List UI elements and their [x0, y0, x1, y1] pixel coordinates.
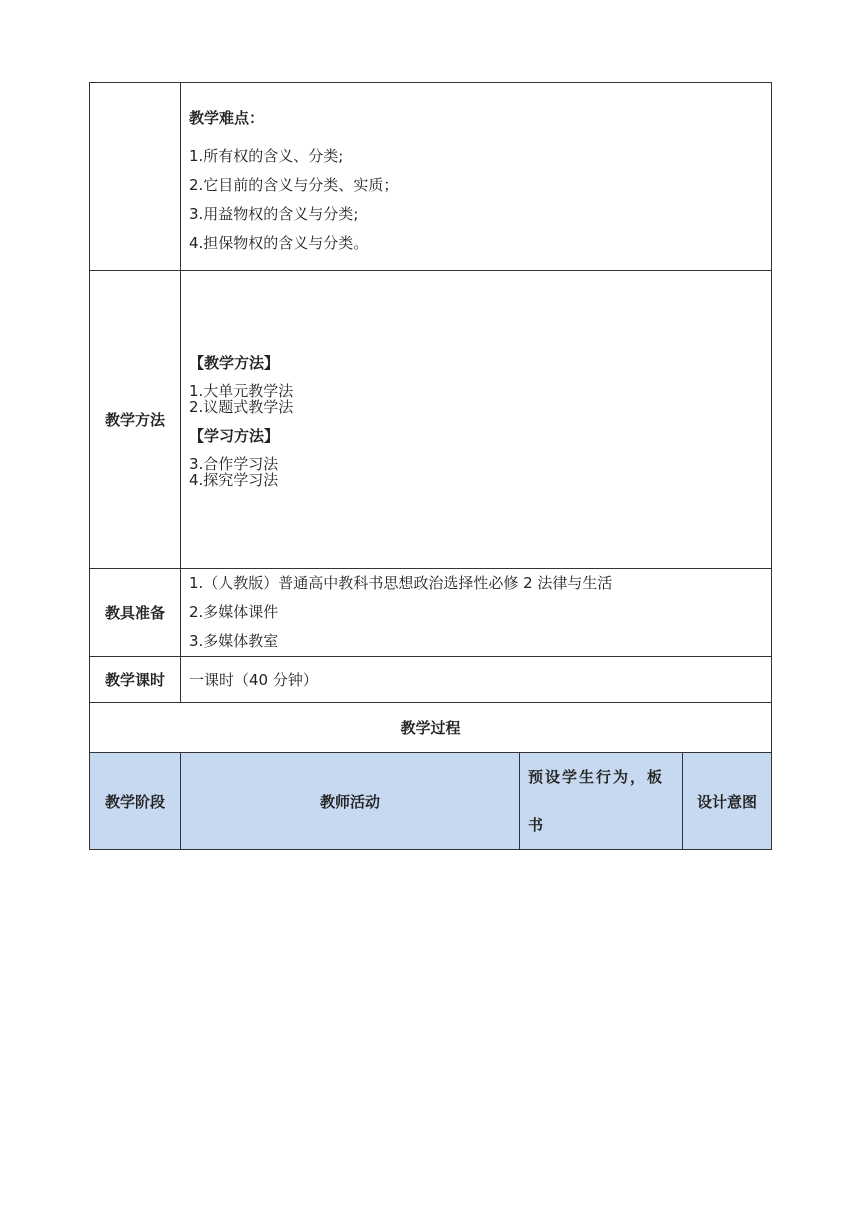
teaching-method-item: 1.大单元教学法 — [189, 381, 294, 400]
tool-item: 2.多媒体课件 — [189, 603, 279, 621]
tool-item: 3.多媒体教室 — [189, 632, 279, 650]
tool-item: 1.（人教版）普通高中教科书思想政治选择性必修 2 法律与生活 — [189, 574, 613, 592]
difficulties-heading: 教学难点： — [189, 109, 265, 127]
learning-method-item: 4.探究学习法 — [189, 470, 279, 489]
column-header-student — [520, 753, 683, 850]
process-title: 教学过程 — [90, 703, 772, 753]
difficulty-item: 1.所有权的含义、分类; — [189, 147, 344, 165]
tools-label: 教具准备 — [90, 569, 181, 657]
hours-row — [90, 657, 772, 703]
column-header-student-line2: 书 — [528, 816, 546, 834]
difficulty-item: 2.它目前的含义与分类、实质； — [189, 176, 399, 194]
process-title-row — [90, 703, 772, 753]
difficulty-item: 3.用益物权的含义与分类; — [189, 205, 359, 223]
methods-row — [90, 271, 772, 569]
column-header-teacher: 教师活动 — [181, 753, 520, 850]
hours-label: 教学课时 — [90, 657, 181, 703]
lesson-plan-table — [89, 82, 772, 850]
learning-method-item: 3.合作学习法 — [189, 454, 279, 473]
hours-value: 一课时（40 分钟） — [181, 657, 772, 703]
learning-methods-heading: 【学习方法】 — [189, 426, 280, 445]
process-header-row — [90, 753, 772, 850]
tools-content — [181, 569, 772, 657]
difficulty-item: 4.担保物权的含义与分类。 — [189, 234, 369, 252]
difficulties-row — [90, 83, 772, 271]
teaching-method-item: 2.议题式教学法 — [189, 397, 294, 416]
tools-row — [90, 569, 772, 657]
column-header-student-line1: 预设学生行为，板 — [528, 768, 665, 786]
column-header-stage: 教学阶段 — [90, 753, 181, 850]
difficulties-label-cell — [90, 83, 181, 271]
methods-label: 教学方法 — [90, 271, 181, 569]
column-header-intent: 设计意图 — [683, 753, 772, 850]
difficulties-content — [181, 83, 772, 271]
teaching-methods-heading: 【教学方法】 — [189, 353, 280, 372]
methods-content — [181, 271, 772, 569]
